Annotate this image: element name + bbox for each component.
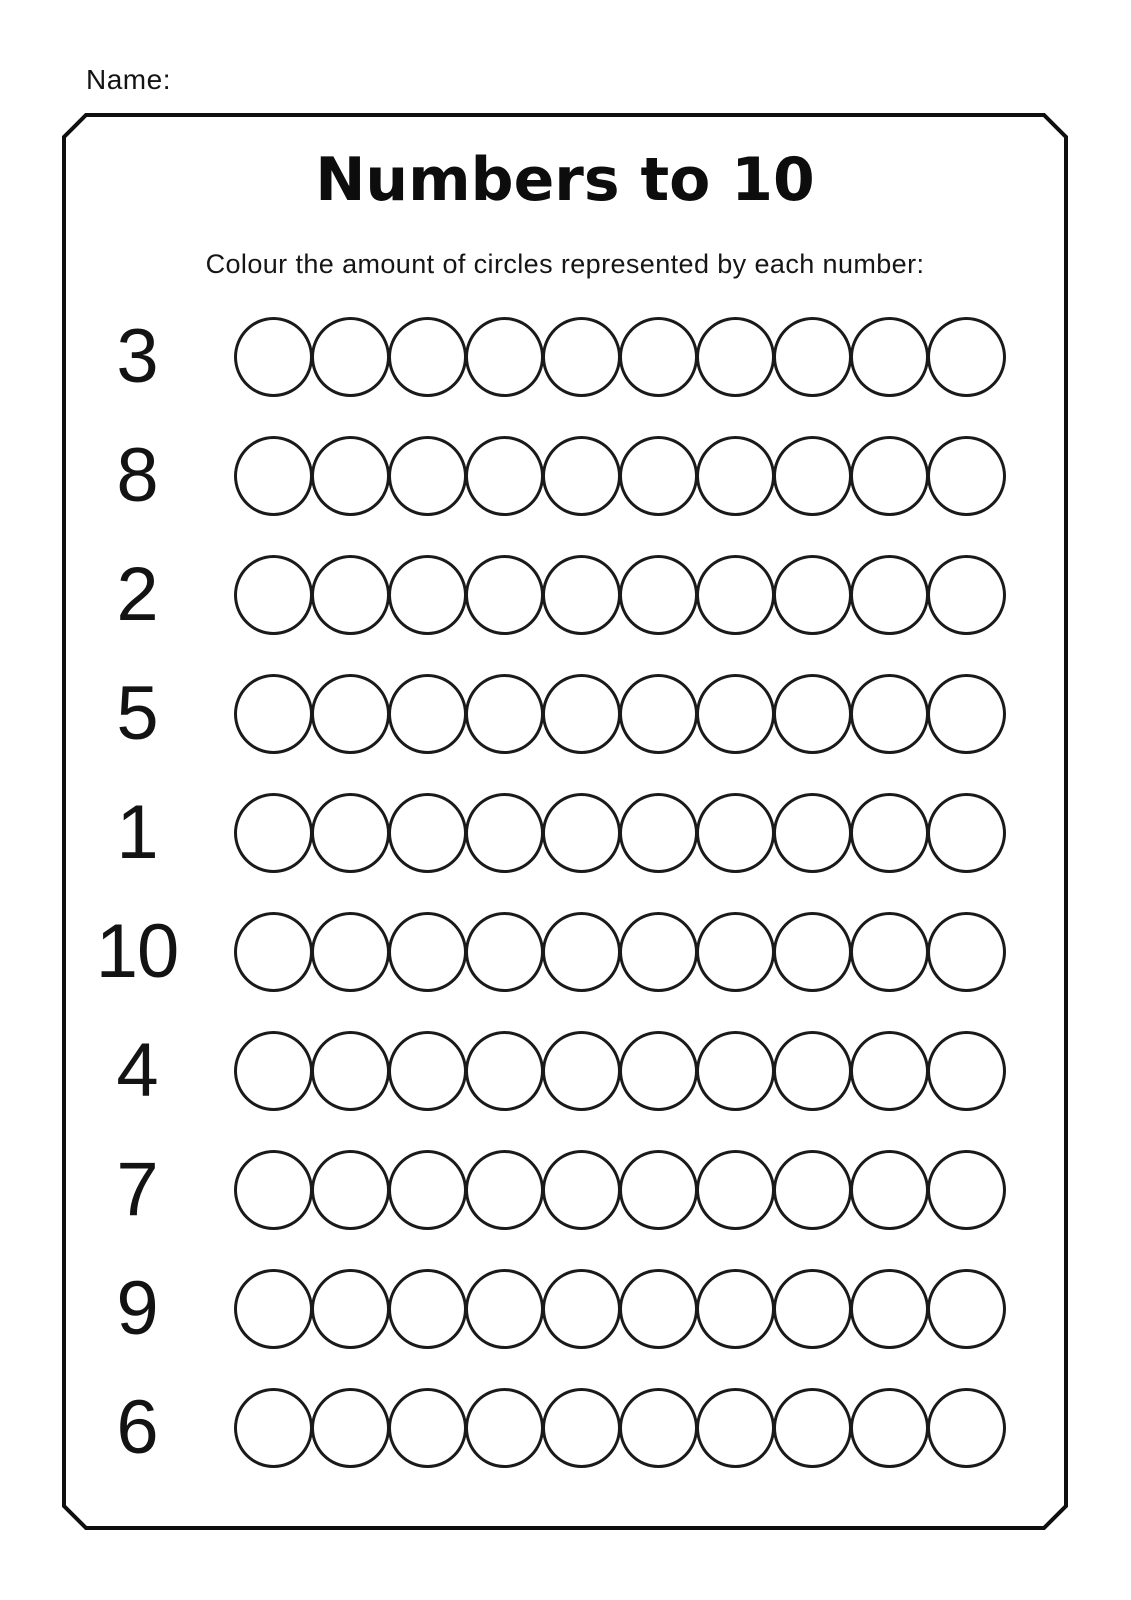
colour-circle[interactable]: [696, 1269, 775, 1349]
colour-circle[interactable]: [619, 912, 698, 992]
row-number: 6: [116, 1385, 158, 1470]
colour-circle[interactable]: [234, 1031, 313, 1111]
colour-circle[interactable]: [542, 793, 621, 873]
colour-circle[interactable]: [927, 555, 1006, 635]
colour-circle[interactable]: [773, 912, 852, 992]
circle-group: [234, 436, 1004, 516]
circle-group: [234, 793, 1004, 873]
colour-circle[interactable]: [619, 436, 698, 516]
colour-circle[interactable]: [311, 1150, 390, 1230]
row-number: 9: [116, 1266, 158, 1351]
number-row: [62, 1028, 1068, 1113]
colour-circle[interactable]: [619, 674, 698, 754]
colour-circle[interactable]: [927, 436, 1006, 516]
colour-circle[interactable]: [773, 793, 852, 873]
colour-circle[interactable]: [927, 317, 1006, 397]
row-number: 2: [116, 552, 158, 637]
row-number: 5: [116, 671, 158, 756]
colour-circle[interactable]: [465, 674, 544, 754]
colour-circle[interactable]: [465, 436, 544, 516]
number-row: [62, 1385, 1068, 1470]
colour-circle[interactable]: [927, 1150, 1006, 1230]
colour-circle[interactable]: [234, 793, 313, 873]
colour-circle[interactable]: [696, 555, 775, 635]
colour-circle[interactable]: [850, 1150, 929, 1230]
colour-circle[interactable]: [696, 1031, 775, 1111]
colour-circle[interactable]: [234, 555, 313, 635]
colour-circle[interactable]: [773, 436, 852, 516]
row-number: 10: [95, 909, 179, 994]
row-number: 7: [116, 1147, 158, 1232]
colour-circle[interactable]: [773, 317, 852, 397]
colour-circle[interactable]: [465, 912, 544, 992]
colour-circle[interactable]: [542, 436, 621, 516]
row-number: 3: [116, 314, 158, 399]
colour-circle[interactable]: [542, 674, 621, 754]
number-row: [62, 433, 1068, 518]
colour-circle[interactable]: [465, 793, 544, 873]
colour-circle[interactable]: [234, 436, 313, 516]
colour-circle[interactable]: [542, 317, 621, 397]
number-row: [62, 552, 1068, 637]
number-row: [62, 671, 1068, 756]
name-label: Name:: [86, 64, 171, 95]
colour-circle[interactable]: [234, 317, 313, 397]
colour-circle[interactable]: [388, 912, 467, 992]
colour-circle[interactable]: [927, 793, 1006, 873]
colour-circle[interactable]: [465, 317, 544, 397]
colour-circle[interactable]: [388, 1388, 467, 1468]
colour-circle[interactable]: [311, 912, 390, 992]
colour-circle[interactable]: [696, 912, 775, 992]
colour-circle[interactable]: [619, 555, 698, 635]
circle-group: [234, 555, 1004, 635]
number-row: [62, 790, 1068, 875]
colour-circle[interactable]: [850, 912, 929, 992]
colour-circle[interactable]: [465, 1388, 544, 1468]
colour-circle[interactable]: [465, 555, 544, 635]
number-row: [62, 909, 1068, 994]
colour-circle[interactable]: [773, 1150, 852, 1230]
circle-group: [234, 1269, 1004, 1349]
colour-circle[interactable]: [773, 674, 852, 754]
colour-circle[interactable]: [696, 1150, 775, 1230]
colour-circle[interactable]: [927, 1031, 1006, 1111]
colour-circle[interactable]: [927, 674, 1006, 754]
colour-circle[interactable]: [696, 317, 775, 397]
colour-circle[interactable]: [542, 555, 621, 635]
colour-circle[interactable]: [234, 1269, 313, 1349]
colour-circle[interactable]: [619, 1269, 698, 1349]
colour-circle[interactable]: [696, 674, 775, 754]
circle-group: [234, 674, 1004, 754]
circle-group: [234, 1150, 1004, 1230]
colour-circle[interactable]: [388, 317, 467, 397]
colour-circle[interactable]: [696, 793, 775, 873]
colour-circle[interactable]: [773, 555, 852, 635]
colour-circle[interactable]: [542, 1388, 621, 1468]
colour-circle[interactable]: [388, 1269, 467, 1349]
colour-circle[interactable]: [696, 436, 775, 516]
colour-circle[interactable]: [619, 1150, 698, 1230]
colour-circle[interactable]: [234, 912, 313, 992]
colour-circle[interactable]: [388, 555, 467, 635]
colour-circle[interactable]: [850, 1031, 929, 1111]
circle-group: [234, 1388, 1004, 1468]
colour-circle[interactable]: [542, 912, 621, 992]
colour-circle[interactable]: [850, 1388, 929, 1468]
colour-circle[interactable]: [773, 1388, 852, 1468]
colour-circle[interactable]: [773, 1269, 852, 1349]
circle-group: [234, 912, 1004, 992]
colour-circle[interactable]: [850, 674, 929, 754]
colour-circle[interactable]: [927, 1269, 1006, 1349]
row-number: 4: [116, 1028, 158, 1113]
colour-circle[interactable]: [311, 555, 390, 635]
colour-circle[interactable]: [311, 674, 390, 754]
colour-circle[interactable]: [773, 1031, 852, 1111]
colour-circle[interactable]: [388, 793, 467, 873]
colour-circle[interactable]: [388, 1031, 467, 1111]
colour-circle[interactable]: [619, 317, 698, 397]
colour-circle[interactable]: [619, 1031, 698, 1111]
circle-group: [234, 317, 1004, 397]
colour-circle[interactable]: [311, 317, 390, 397]
colour-circle[interactable]: [234, 1388, 313, 1468]
colour-circle[interactable]: [465, 1031, 544, 1111]
row-number: 8: [116, 433, 158, 518]
number-row: [62, 1147, 1068, 1232]
number-row: [62, 1266, 1068, 1351]
colour-circle[interactable]: [542, 1031, 621, 1111]
row-number: 1: [116, 790, 158, 875]
number-rows: [62, 314, 1068, 1470]
colour-circle[interactable]: [311, 436, 390, 516]
colour-circle[interactable]: [850, 436, 929, 516]
colour-circle[interactable]: [388, 674, 467, 754]
worksheet-sheet: [62, 113, 1068, 1530]
colour-circle[interactable]: [927, 1388, 1006, 1468]
colour-circle[interactable]: [927, 912, 1006, 992]
colour-circle[interactable]: [619, 793, 698, 873]
colour-circle[interactable]: [850, 555, 929, 635]
worksheet-instruction: Colour the amount of circles represented by each number:: [205, 249, 925, 279]
colour-circle[interactable]: [311, 793, 390, 873]
colour-circle[interactable]: [388, 436, 467, 516]
colour-circle[interactable]: [542, 1150, 621, 1230]
colour-circle[interactable]: [311, 1031, 390, 1111]
worksheet-title: Numbers to 10: [315, 145, 815, 215]
number-row: [62, 314, 1068, 399]
circle-group: [234, 1031, 1004, 1111]
colour-circle[interactable]: [465, 1150, 544, 1230]
colour-circle[interactable]: [234, 674, 313, 754]
colour-circle[interactable]: [311, 1388, 390, 1468]
colour-circle[interactable]: [850, 1269, 929, 1349]
colour-circle[interactable]: [311, 1269, 390, 1349]
colour-circle[interactable]: [850, 793, 929, 873]
colour-circle[interactable]: [619, 1388, 698, 1468]
colour-circle[interactable]: [542, 1269, 621, 1349]
colour-circle[interactable]: [234, 1150, 313, 1230]
colour-circle[interactable]: [388, 1150, 467, 1230]
colour-circle[interactable]: [696, 1388, 775, 1468]
colour-circle[interactable]: [465, 1269, 544, 1349]
colour-circle[interactable]: [850, 317, 929, 397]
